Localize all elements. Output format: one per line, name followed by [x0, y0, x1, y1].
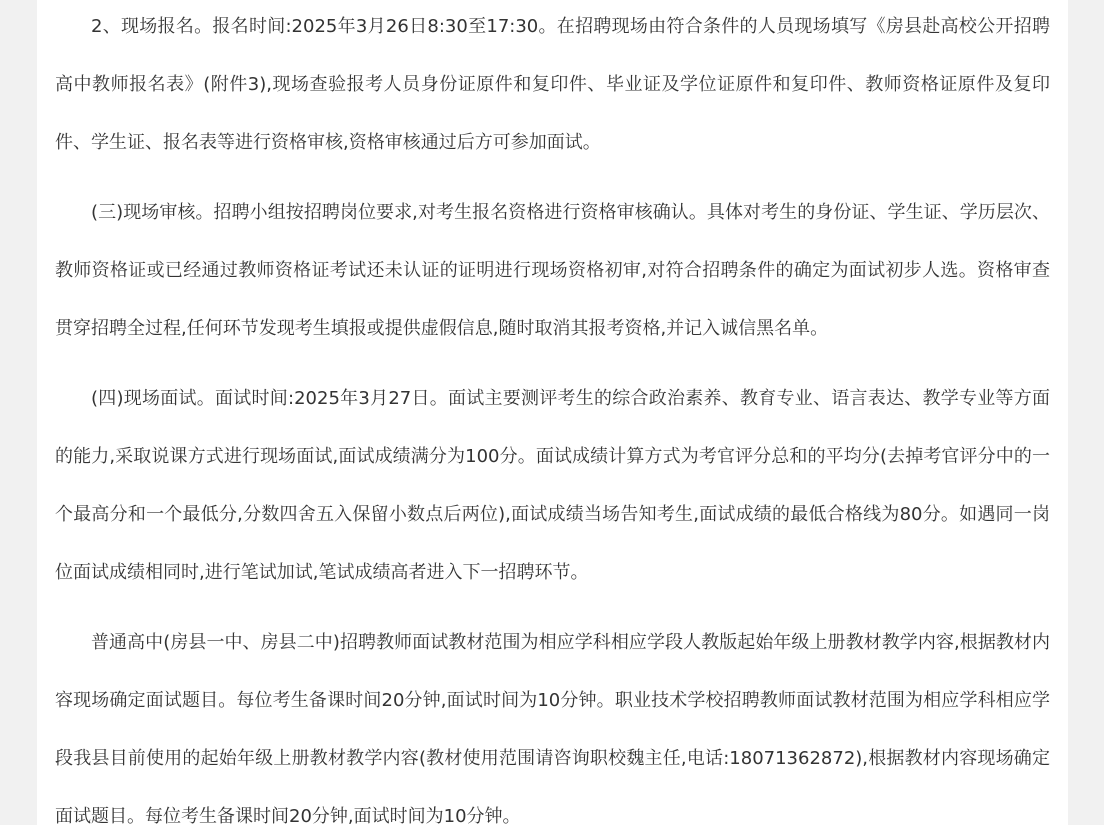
paragraph-interview-materials: 普通高中(房县一中、房县二中)招聘教师面试教材范围为相应学科相应学段人教版起始年级上册教材教学内容,根据教材内容现场确定面试题目。每位考生备课时间20分钟,面试时间为10分钟。职业技术学校招聘教师面试教材范围为相应学科相应学段我县目前使用的起始年级上册教材教学内容(教材使用范围请咨询职校魏主任,电话:18071362872),根据教材内容现场确定面试题目。每位考生备课时间20分钟,面试时间为10分钟。	[55, 632, 1050, 825]
paragraph-onsite-registration: 2、现场报名。报名时间:2025年3月26日8:30至17:30。在招聘现场由符合条件的人员现场填写《房县赴高校公开招聘高中教师报名表》(附件3),现场查验报考人员身份证原件和复印件、毕业证及学位证原件和复印件、教师资格证原件及复印件、学生证、报名表等进行资格审核,资格审核通过后方可参加面试。	[55, 16, 1050, 153]
paragraph-onsite-interview: (四)现场面试。面试时间:2025年3月27日。面试主要测评考生的综合政治素养、教育专业、语言表达、教学专业等方面的能力,采取说课方式进行现场面试,面试成绩满分为100分。面试成绩计算方式为考官评分总和的平均分(去掉考官评分中的一个最高分和一个最低分,分数四舍五入保留小数点后两位),面试成绩当场告知考生,面试成绩的最低合格线为80分。如遇同一岗位面试成绩相同时,进行笔试加试,笔试成绩高者进入下一招聘环节。	[55, 388, 1050, 583]
article-page	[37, 0, 1068, 825]
paragraph-onsite-review: (三)现场审核。招聘小组按招聘岗位要求,对考生报名资格进行资格审核确认。具体对考生的身份证、学生证、学历层次、教师资格证或已经通过教师资格证考试还未认证的证明进行现场资格初审,对符合招聘条件的确定为面试初步人选。资格审查贯穿招聘全过程,任何环节发现考生填报或提供虚假信息,随时取消其报考资格,并记入诚信黑名单。	[55, 202, 1050, 339]
article-body	[55, 0, 1050, 825]
